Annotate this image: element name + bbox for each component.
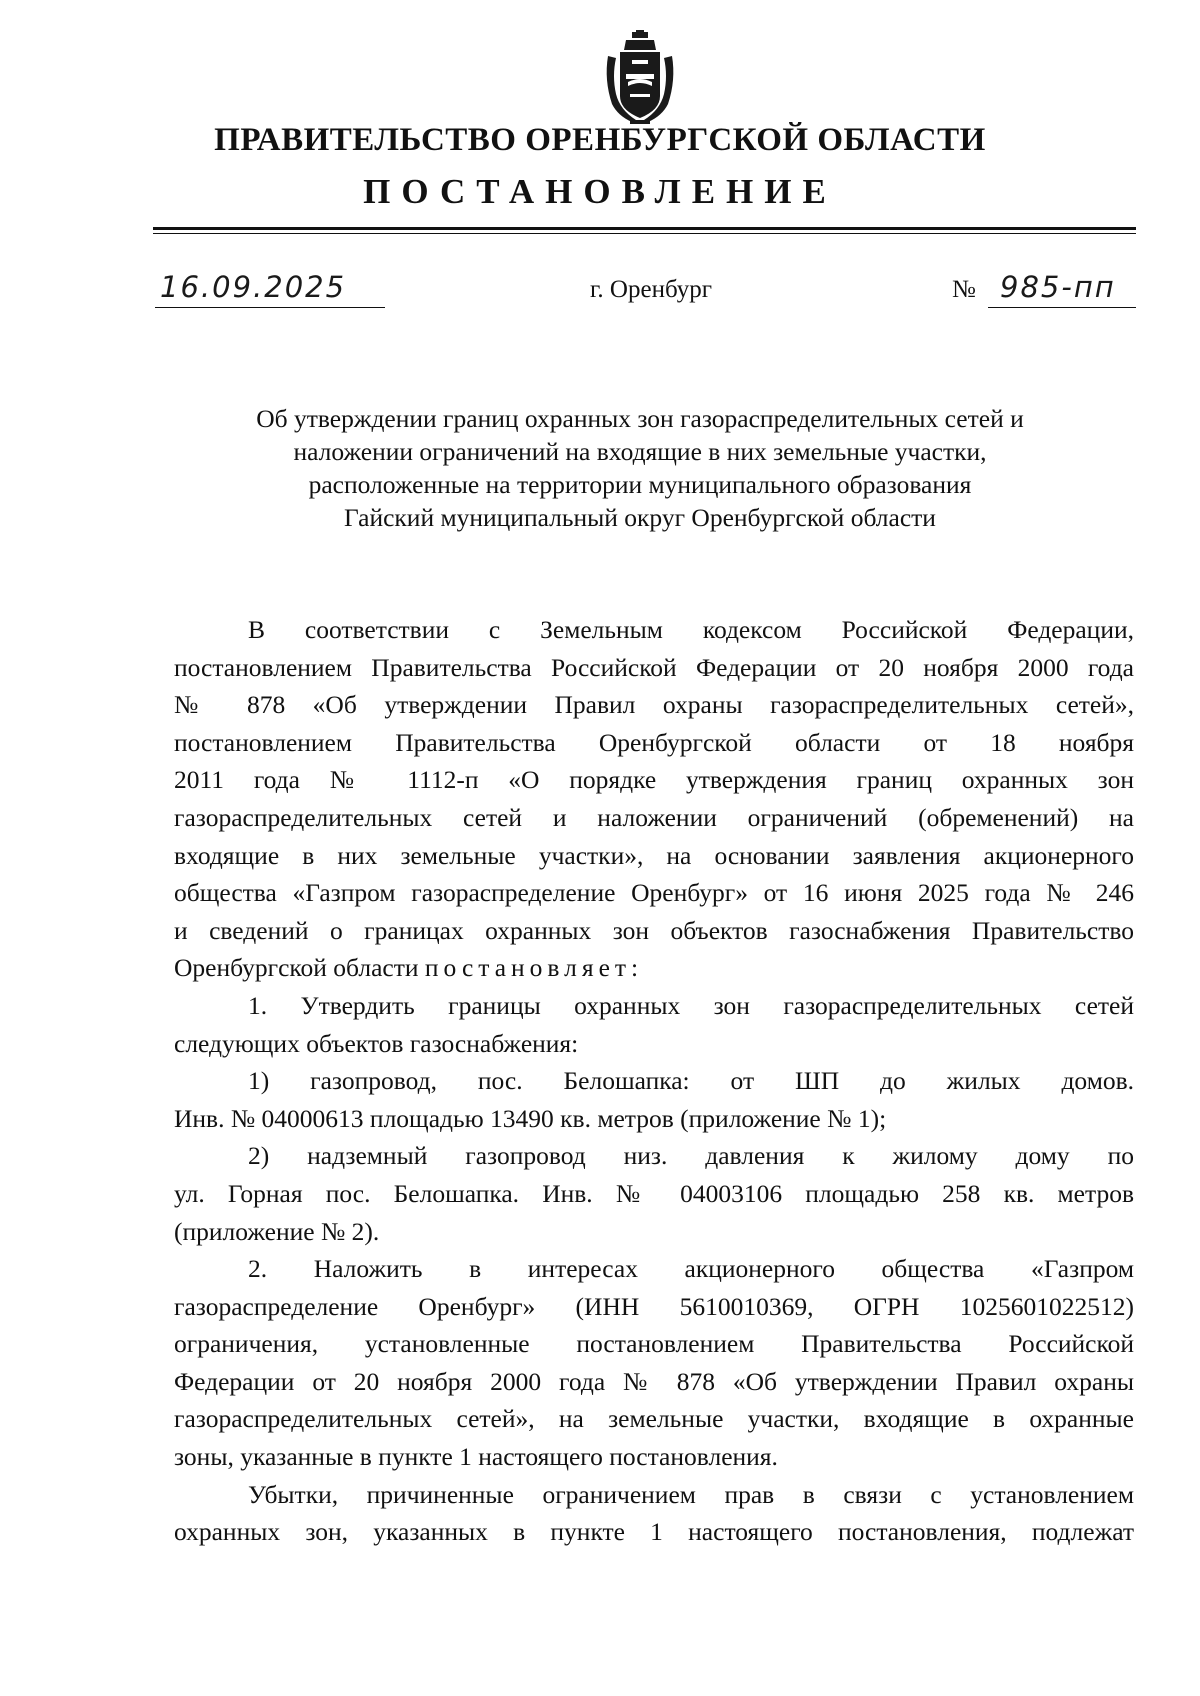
body-line: № 878 «Об утверждении Правил охраны газораспределительных сетей», [174,690,1134,720]
document-title [170,402,1110,534]
body-line: постановлением Правительства Российской Федерации от 20 ноября 2000 года [174,652,1134,682]
body-line: 2) надземный газопровод низ. давления к жилому дому по [248,1141,1134,1171]
body-line: 2. Наложить в интересах акционерного общества «Газпром [248,1254,1134,1284]
document-date: 16.09.2025 [160,270,347,304]
document-type: ПОСТАНОВЛЕНИЕ [363,172,837,211]
body-line: и сведений о границах охранных зон объектов газоснабжения Правительство [174,915,1134,945]
body-line: газораспределительных сетей», на земельные участки, входящие в охранные [174,1404,1134,1434]
organization-title: ПРАВИТЕЛЬСТВО ОРЕНБУРГСКОЙ ОБЛАСТИ [214,122,986,158]
header-divider [153,227,1136,230]
body-line: газораспределение Оренбург» (ИНН 5610010369, ОГРН 1025601022512) [174,1291,1134,1321]
decree-word: постановляет: [424,953,644,983]
body-line: 1) газопровод, пос. Белошапка: от ШП до жилых домов. [248,1066,1134,1096]
document-number-label: № [952,276,976,303]
title-line: наложении ограничений на входящие в них земельные участки, [293,437,987,466]
body-line: следующих объектов газоснабжения: [174,1028,579,1058]
body-text: Оренбургской области [174,953,425,983]
title-line: Об утверждении границ охранных зон газораспределительных сетей и [256,404,1024,433]
body-line: ограничения, установленные постановлением Правительства Российской [174,1329,1134,1359]
body-line: Инв. № 04000613 площадью 13490 кв. метров (приложение № 1); [174,1103,887,1133]
body-line: В соответствии с Земельным кодексом Российской Федерации, [248,615,1134,644]
document-body [174,611,1134,1551]
title-line: расположенные на территории муниципального образования [308,470,972,499]
body-line: входящие в них земельные участки», на основании заявления акционерного [174,840,1134,870]
body-line: ул. Горная пос. Белошапка. Инв. № 04003106 площадью 258 кв. метров [174,1178,1134,1208]
body-line-decree [174,949,1134,987]
document-city: г. Оренбург [590,276,712,303]
body-line: Убытки, причиненные ограничением прав в связи с установлением [248,1479,1134,1509]
title-line: Гайский муниципальный округ Оренбургской области [344,503,936,532]
body-line: газораспределительных сетей и наложении ограничений (обременений) на [174,802,1134,832]
number-underline [988,307,1136,308]
coat-of-arms-icon [602,30,678,126]
document-number: 985-пп [1000,270,1116,304]
body-line: охранных зон, указанных в пункте 1 настоящего постановления, подлежат [174,1517,1134,1547]
body-line: постановлением Правительства Оренбургской области от 18 ноября [174,727,1134,757]
body-line: зоны, указанные в пункте 1 настоящего постановления. [174,1442,778,1472]
body-line: (приложение № 2). [174,1216,380,1246]
header-divider-thin [153,233,1136,234]
body-line: 1. Утвердить границы охранных зон газораспределительных сетей [248,990,1134,1020]
body-line: общества «Газпром газораспределение Оренбург» от 16 июня 2025 года № 246 [174,878,1134,908]
date-underline [155,307,385,308]
body-line: Федерации от 20 ноября 2000 года № 878 «Об утверждении Правил охраны [174,1366,1134,1396]
body-line: 2011 года № 1112-п «О порядке утверждения границ охранных зон [174,765,1134,795]
